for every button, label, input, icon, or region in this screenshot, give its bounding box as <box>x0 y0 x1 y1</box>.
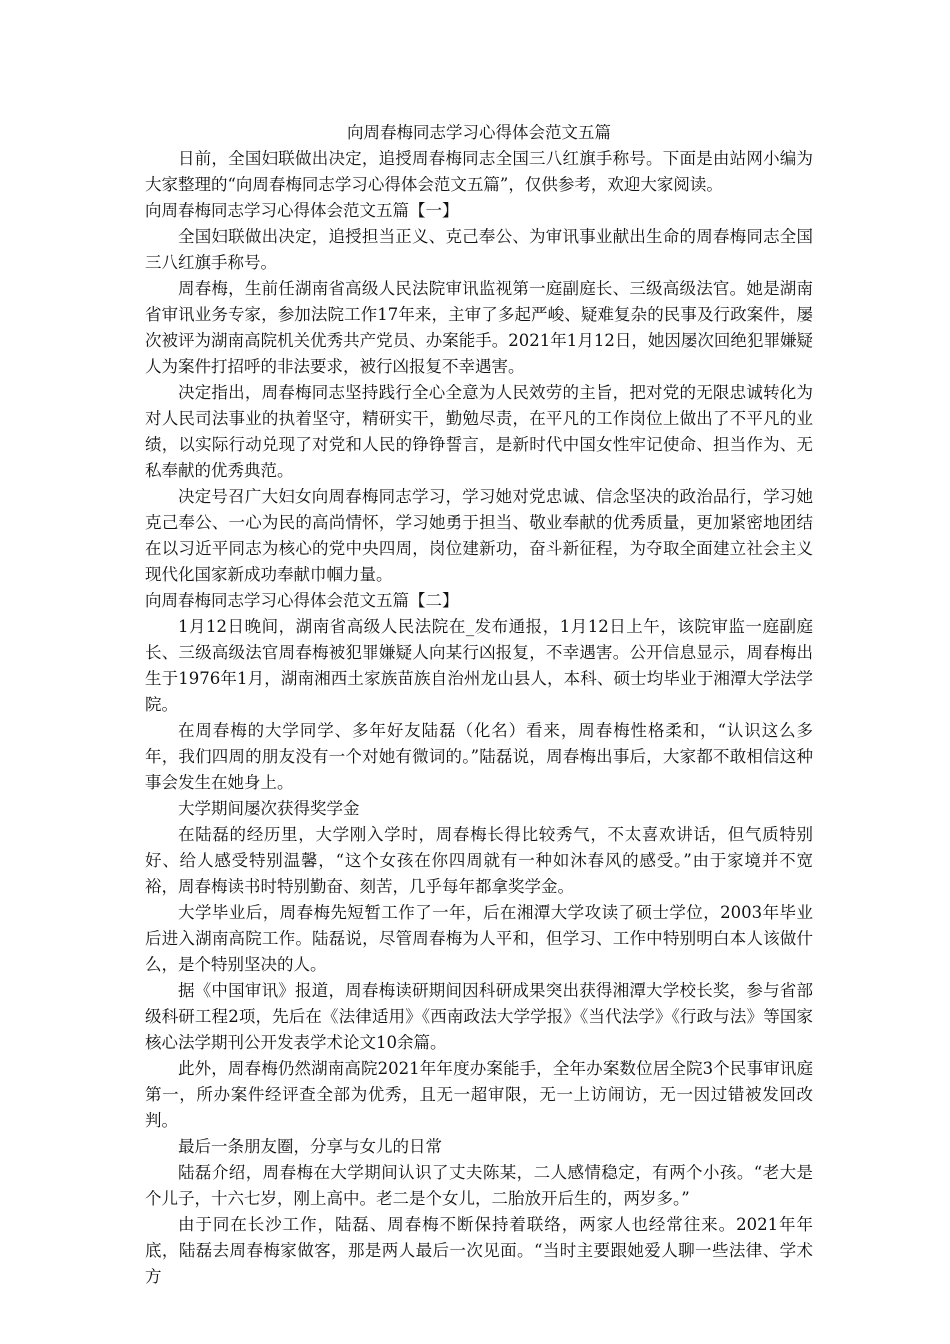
paragraph: 决定指出，周春梅同志坚持践行全心全意为人民效劳的主旨，把对党的无限忠诚转化为对人民司法事业的执着坚守，精研实干，勤勉尽责，在平凡的工作岗位上做出了不平凡的业绩，以实际行动兑现了对党和人民的铮铮誓言，是新时代中国女性牢记使命、担当作为、无私奉献的优秀典范。 <box>145 383 813 480</box>
document-title: 向周春梅同志学习心得体会范文五篇 <box>347 123 611 142</box>
paragraph: 此外，周春梅仍然湖南高院2021年年度办案能手，全年办案数位居全院3个民事审讯庭第一，所办案件经评查全部为优秀，且无一超审限，无一上访闹访，无一因过错被发回改判。 <box>145 1059 813 1130</box>
paragraph: 大学毕业后，周春梅先短暂工作了一年，后在湘潭大学攻读了硕士学位，2003年毕业后进入湖南高院工作。陆磊说，尽管周春梅为人平和，但学习、工作中特别明白本人该做什么，是个特别坚决的人。 <box>145 903 813 974</box>
paragraph: 在陆磊的经历里，大学刚入学时，周春梅长得比较秀气，不太喜欢讲话，但气质特别好、给人感受特别温馨，“这个女孩在你四周就有一种如沐春风的感受。”由于家境并不宽裕，周春梅读书时特别勤奋、刻苦，几乎每年都拿奖学金。 <box>145 825 813 896</box>
paragraph: 决定号召广大妇女向周春梅同志学习，学习她对党忠诚、信念坚决的政治品行，学习她克己奉公、一心为民的高尚情怀，学习她勇于担当、敬业奉献的优秀质量，更加紧密地团结在以习近平同志为核心的党中央四周，岗位建新功，奋斗新征程，为夺取全面建立社会主义现代化国家新成功奉献巾帼力量。 <box>145 487 813 584</box>
section-heading: 向周春梅同志学习心得体会范文五篇【二】 <box>145 591 459 610</box>
paragraph: 全国妇联做出决定，追授担当正义、克己奉公、为审讯事业献出生命的周春梅同志全国三八红旗手称号。 <box>145 227 813 272</box>
paragraph: 在周春梅的大学同学、多年好友陆磊（化名）看来，周春梅性格柔和，“认识这么多年，我们四周的朋友没有一个对她有微词的。”陆磊说，周春梅出事后，大家都不敢相信这种事会发生在她身上。 <box>145 721 813 792</box>
paragraph: 陆磊介绍，周春梅在大学期间认识了丈夫陈某，二人感情稳定，有两个小孩。“老大是个儿子，十六七岁，刚上高中。老二是个女儿，二胎放开后生的，两岁多。” <box>145 1163 813 1208</box>
subheading: 最后一条朋友圈，分享与女儿的日常 <box>178 1137 442 1156</box>
paragraph: 周春梅，生前任湖南省高级人民法院审讯监视第一庭副庭长、三级高级法官。她是湖南省审讯业务专家，参加法院工作17年来，主审了多起严峻、疑难复杂的民事及行政案件，屡次被评为湖南高院机关优秀共产党员、办案能手。2021年1月12日，她因屡次回绝犯罪嫌疑人为案件打招呼的非法要求，被行凶报复不幸遇害。 <box>145 279 813 376</box>
paragraph: 1月12日晚间，湖南省高级人民法院在_发布通报，1月12日上午，该院审监一庭副庭长、三级高级法官周春梅被犯罪嫌疑人向某行凶报复，不幸遇害。公开信息显示，周春梅出生于1976年1月，湖南湘西土家族苗族自治州龙山县人，本科、硕士均毕业于湘潭大学法学院。 <box>145 617 813 714</box>
subheading: 大学期间屡次获得奖学金 <box>178 799 360 818</box>
document-body <box>145 146 813 1290</box>
paragraph: 由于同在长沙工作，陆磊、周春梅不断保持着联络，两家人也经常往来。2021年年底，陆磊去周春梅家做客，那是两人最后一次见面。“当时主要跟她爱人聊一些法律、学术方 <box>145 1215 813 1286</box>
paragraph: 据《中国审讯》报道，周春梅读研期间因科研成果突出获得湘潭大学校长奖，参与省部级科研工程2项，先后在《法律适用》《西南政法大学学报》《当代法学》《行政与法》等国家核心法学期刊公开发表学术论文10余篇。 <box>145 981 813 1052</box>
paragraph: 日前，全国妇联做出决定，追授周春梅同志全国三八红旗手称号。下面是由站网小编为大家整理的“向周春梅同志学习心得体会范文五篇”，仅供参考，欢迎大家阅读。 <box>145 149 813 194</box>
document-page <box>145 120 813 1290</box>
section-heading: 向周春梅同志学习心得体会范文五篇【一】 <box>145 201 459 220</box>
